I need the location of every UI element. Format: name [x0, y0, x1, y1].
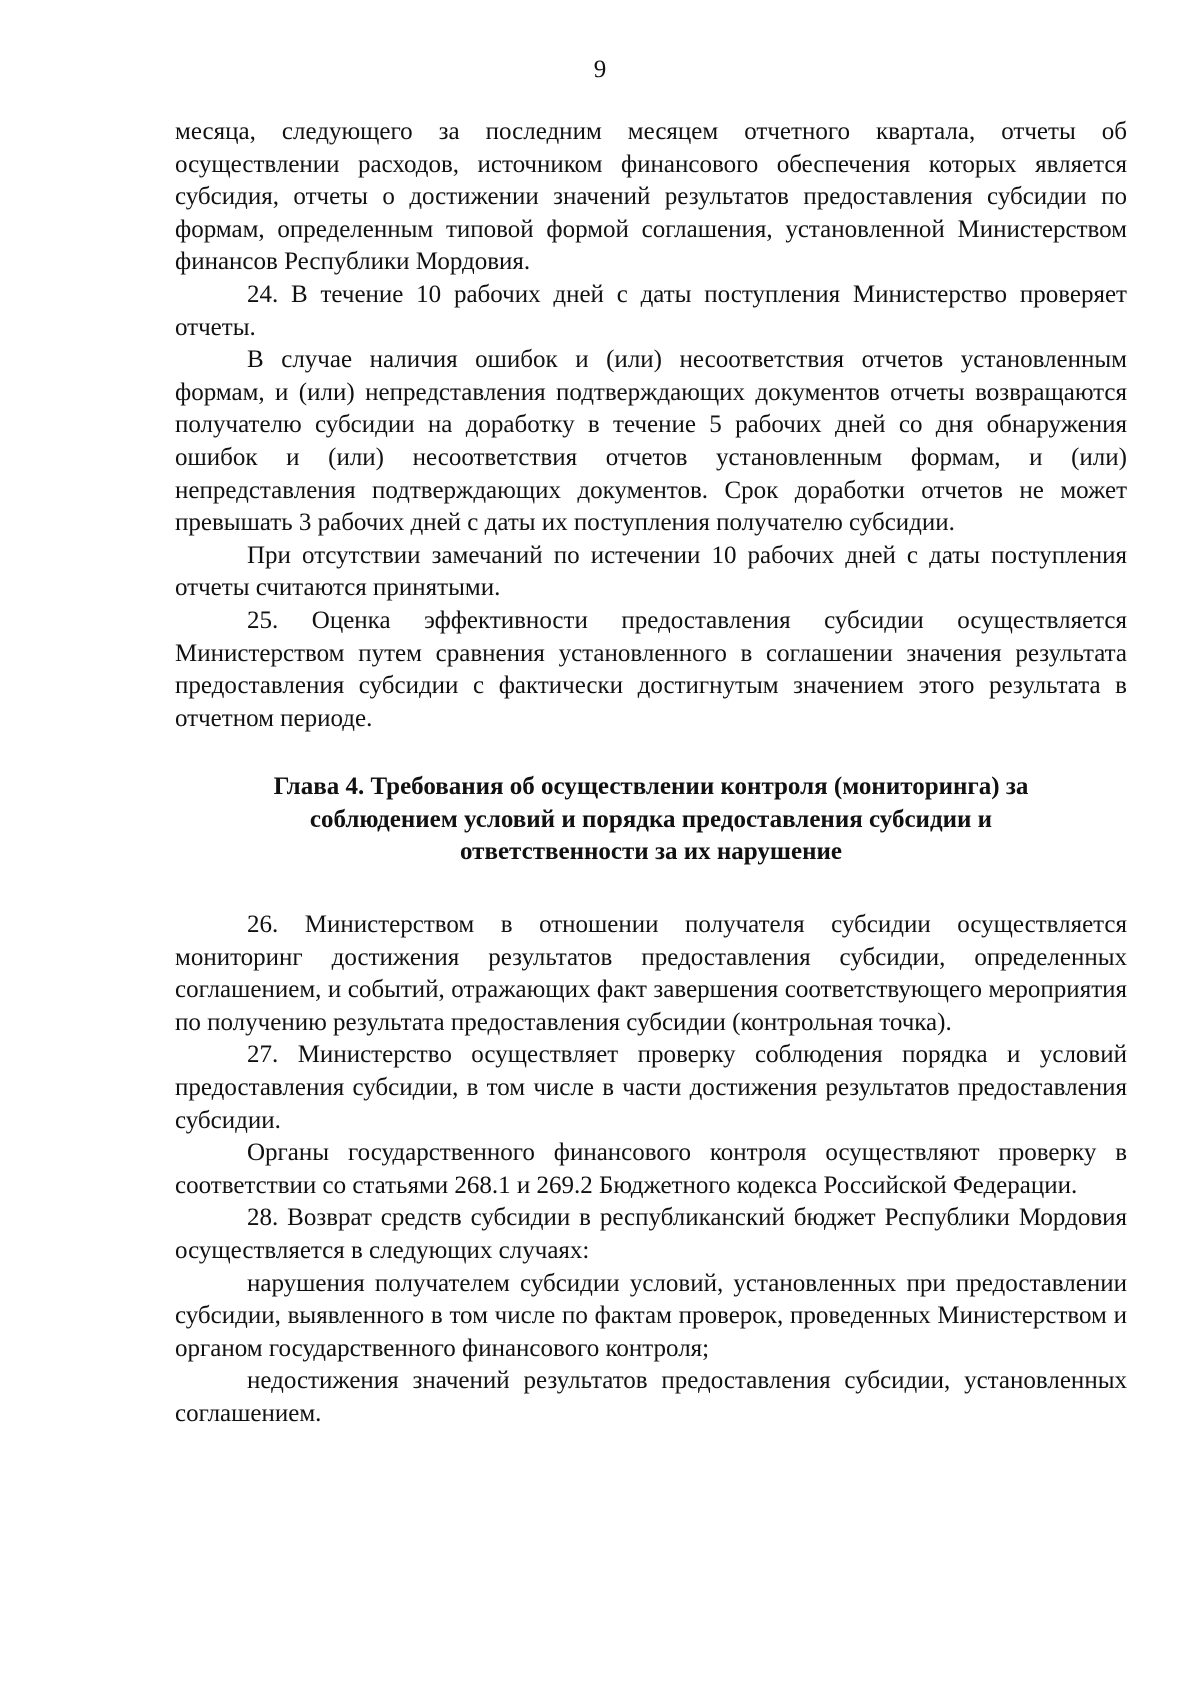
paragraph: Органы государственного финансового контроля осуществляют проверку в соответствии со статьями 268.1 и 269.2 Бюджетного кодекса Российской Федерации.: [175, 1139, 1127, 1199]
document-body: [175, 116, 1127, 1431]
paragraph: При отсутствии замечаний по истечении 10 рабочих дней с даты поступления отчеты считаются принятыми.: [175, 541, 1127, 602]
list-item: недостижения значений результатов предоставления субсидии, установленных соглашением.: [175, 1367, 1127, 1427]
page-number: 9: [593, 56, 607, 83]
paragraph-item-27: 27. Министерство осуществляет проверку соблюдения порядка и условий предоставления субсидии, в том числе в части достижения результатов предоставления субсидии.: [175, 1041, 1127, 1134]
chapter-heading: [175, 771, 1127, 869]
paragraph-item-25: 25. Оценка эффективности предоставления субсидии осуществляется Министерством путем сравнения установленного в соглашении значения результата предоставления субсидии с фактически достигнутым значением этого результата в отчетном периоде.: [175, 606, 1127, 732]
paragraph: В случае наличия ошибок и (или) несоответствия отчетов установленным формам, и (или) непредставления подтверждающих документов отчеты возвращаются получателю субсидии на доработку в течение 5 рабочих дней со дня обнаружения ошибок и (или) несоответствия отчетов установленным формам, и (или) непредставления подтверждающих документов. Срок доработки отчетов не может превышать 3 рабочих дней с даты их поступления получателю субсидии.: [175, 346, 1127, 537]
paragraph: месяца, следующего за последним месяцем отчетного квартала, отчеты об осуществлении расходов, источником финансового обеспечения которых является субсидия, отчеты о достижении значений результатов предоставления субсидии по формам, определенным типовой формой соглашения, установленной Министерством финансов Республики Мордовия.: [175, 118, 1127, 276]
list-item: нарушения получателем субсидии условий, установленных при предоставлении субсидии, выявленного в том числе по фактам проверок, проведенных Министерством и органом государственного финансового контроля;: [175, 1269, 1127, 1362]
paragraph-item-26: 26. Министерством в отношении получателя субсидии осуществляется мониторинг достижения результатов предоставления субсидии, определенных соглашением, и событий, отражающих факт завершения соответствующего мероприятия по получению результата предоставления субсидии (контрольная точка).: [175, 911, 1127, 1036]
paragraph-item-24: 24. В течение 10 рабочих дней с даты поступления Министерство проверяет отчеты.: [175, 280, 1127, 341]
chapter-heading-line: Глава 4. Требования об осуществлении контроля (мониторинга) за: [273, 773, 1029, 801]
chapter-heading-line: соблюдением условий и порядка предоставления субсидии и: [309, 805, 993, 833]
chapter-heading-line: ответственности за их нарушение: [460, 838, 842, 866]
paragraph-item-28: 28. Возврат средств субсидии в республиканский бюджет Республики Мордовия осуществляется в следующих случаях:: [175, 1204, 1127, 1264]
